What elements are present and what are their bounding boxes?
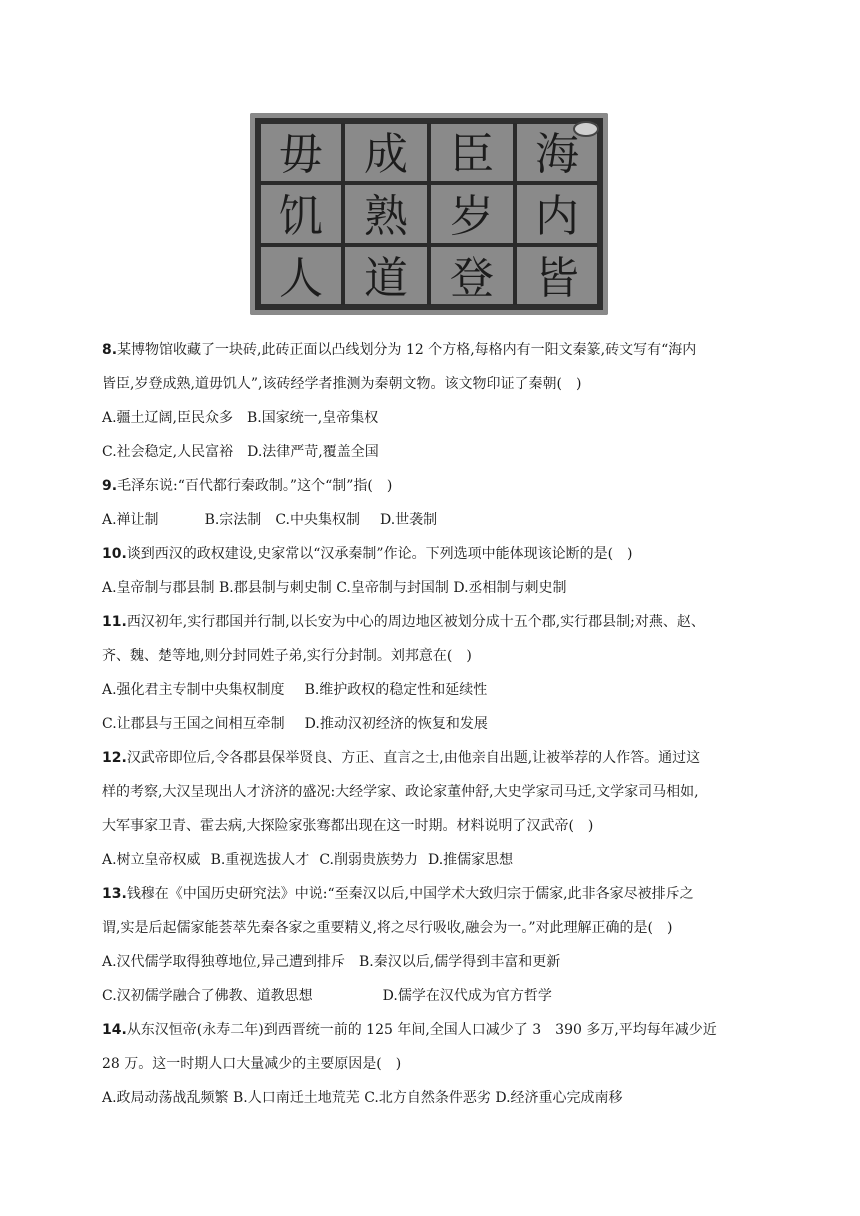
brick-char: 臣 <box>450 129 494 180</box>
question-stem: 汉武帝即位后,令各郡县保举贤良、方正、直言之士,由他亲自出题,让被举荐的人作答。通过这 <box>126 750 701 766</box>
question-8-options-row-2 <box>102 435 782 469</box>
question-13-options-row-2 <box>102 979 782 1013</box>
question-list <box>102 333 782 1115</box>
option-d[interactable]: D.儒学在汉代成为官方哲学 <box>382 988 552 1004</box>
option-d[interactable]: D.推动汉初经济的恢复和发展 <box>304 716 488 732</box>
question-stem: 谓,实是后起儒家能荟萃先秦各家之重要精义,将之尽行吸收,融会为一。”对此理解正确的是( ) <box>102 920 673 936</box>
brick-char: 内 <box>535 191 579 242</box>
question-8-line-2 <box>102 367 782 401</box>
option-a[interactable]: A.疆土辽阔,臣民众多 <box>102 410 234 426</box>
question-number: 9. <box>102 478 118 494</box>
option-d[interactable]: D.法律严苛,覆盖全国 <box>247 444 379 460</box>
question-10-options-row <box>102 571 782 605</box>
question-12-line-1 <box>102 741 782 775</box>
option-c[interactable]: C.汉初儒学融合了佛教、道教思想 <box>102 988 313 1004</box>
question-9-line-1 <box>102 469 782 503</box>
question-stem: 西汉初年,实行郡国并行制,以长安为中心的周边地区被划分成十五个郡,实行郡县制;对燕、赵、 <box>126 614 705 630</box>
question-stem: 皆臣,岁登成熟,道毋饥人”,该砖经学者推测为秦朝文物。该文物印证了秦朝( ) <box>102 376 582 392</box>
option-d[interactable]: D.推儒家思想 <box>427 852 514 868</box>
question-9-options-row <box>102 503 782 537</box>
question-11-options-row-1 <box>102 673 782 707</box>
question-12-options-row <box>102 843 782 877</box>
question-number: 13. <box>102 886 127 902</box>
option-a[interactable]: A.禅让制 <box>102 512 159 528</box>
question-14-line-2 <box>102 1047 782 1081</box>
question-11-options-row-2 <box>102 707 782 741</box>
question-stem: 大军事家卫青、霍去病,大探险家张骞都出现在这一时期。材料说明了汉武帝( ) <box>102 818 594 834</box>
question-number: 12. <box>102 750 127 766</box>
option-a[interactable]: A.强化君主专制中央集权制度 <box>102 682 285 698</box>
question-stem: 谈到西汉的政权建设,史家常以“汉承秦制”作论。下列选项中能体现该论断的是( ) <box>126 546 633 562</box>
option-c[interactable]: C.中央集权制 <box>275 512 360 528</box>
option-b[interactable]: B.宗法制 <box>204 512 262 528</box>
option-d[interactable]: D.世袭制 <box>379 512 438 528</box>
brick-char: 皆 <box>535 253 579 304</box>
question-12-line-3 <box>102 809 782 843</box>
question-10-line-1 <box>102 537 782 571</box>
brick-graphic <box>250 113 608 315</box>
brick-char: 饥 <box>279 191 323 242</box>
option-b[interactable]: B.维护政权的稳定性和延续性 <box>304 682 488 698</box>
option-a[interactable]: A.树立皇帝权威 <box>102 852 201 868</box>
question-14-options-row <box>102 1081 782 1115</box>
brick-char: 熟 <box>364 191 408 242</box>
brick-char: 海 <box>535 129 579 180</box>
brick-char: 岁 <box>450 191 494 242</box>
question-8-line-1 <box>102 333 782 367</box>
option-d[interactable]: D.丞相制与刺史制 <box>453 580 567 596</box>
option-b[interactable]: B.国家统一,皇帝集权 <box>247 410 379 426</box>
option-c[interactable]: C.削弱贵族势力 <box>319 852 418 868</box>
question-11-line-1 <box>102 605 782 639</box>
question-12-line-2 <box>102 775 782 809</box>
brick-char: 人 <box>279 253 323 304</box>
option-c[interactable]: C.皇帝制与封国制 <box>336 580 449 596</box>
option-b[interactable]: B.秦汉以后,儒学得到丰富和更新 <box>359 954 561 970</box>
brick-inscription-image <box>250 113 608 315</box>
question-stem: 毛泽东说:“百代都行秦政制。”这个“制”指( ) <box>117 478 393 494</box>
question-number: 10. <box>102 546 127 562</box>
question-number: 11. <box>102 614 127 630</box>
question-stem: 28 万。这一时期人口大量减少的主要原因是( ) <box>102 1056 402 1072</box>
option-b[interactable]: B.郡县制与刺史制 <box>219 580 332 596</box>
question-stem: 某博物馆收藏了一块砖,此砖正面以凸线划分为 12 个方格,每格内有一阳文秦篆,砖文写有“海内 <box>117 342 697 358</box>
option-b[interactable]: B.重视选拔人才 <box>210 852 310 868</box>
option-c[interactable]: C.社会稳定,人民富裕 <box>102 444 234 460</box>
question-8-options-row-1 <box>102 401 782 435</box>
question-stem: 从东汉恒帝(永寿二年)到西晋统一前的 125 年间,全国人口减少了 3 390 多万,平均每年减少近 <box>126 1022 717 1038</box>
option-c[interactable]: C.让郡县与王国之间相互牵制 <box>102 716 285 732</box>
question-13-line-2 <box>102 911 782 945</box>
option-d[interactable]: D.经济重心完成南移 <box>495 1090 623 1106</box>
question-number: 8. <box>102 342 118 358</box>
option-b[interactable]: B.人口南迁土地荒芜 <box>233 1090 360 1106</box>
option-a[interactable]: A.皇帝制与郡县制 <box>102 580 215 596</box>
option-a[interactable]: A.政局动荡战乱频繁 <box>102 1090 229 1106</box>
brick-char: 道 <box>364 253 408 304</box>
brick-char: 成 <box>364 129 408 180</box>
option-a[interactable]: A.汉代儒学取得独尊地位,异己遭到排斥 <box>102 954 346 970</box>
brick-char: 登 <box>450 253 494 304</box>
question-number: 14. <box>102 1022 127 1038</box>
question-stem: 钱穆在《中国历史研究法》中说:“至秦汉以后,中国学术大致归宗于儒家,此非各家尽被排斥之 <box>126 886 694 902</box>
brick-char: 毋 <box>279 129 323 180</box>
option-c[interactable]: C.北方自然条件恶劣 <box>364 1090 491 1106</box>
question-stem: 齐、魏、楚等地,则分封同姓子弟,实行分封制。刘邦意在( ) <box>102 648 472 664</box>
question-14-line-1 <box>102 1013 782 1047</box>
question-stem: 样的考察,大汉呈现出人才济济的盛况:大经学家、政论家董仲舒,大史学家司马迁,文学家司马相如, <box>102 784 699 800</box>
question-13-options-row-1 <box>102 945 782 979</box>
question-11-line-2 <box>102 639 782 673</box>
question-13-line-1 <box>102 877 782 911</box>
